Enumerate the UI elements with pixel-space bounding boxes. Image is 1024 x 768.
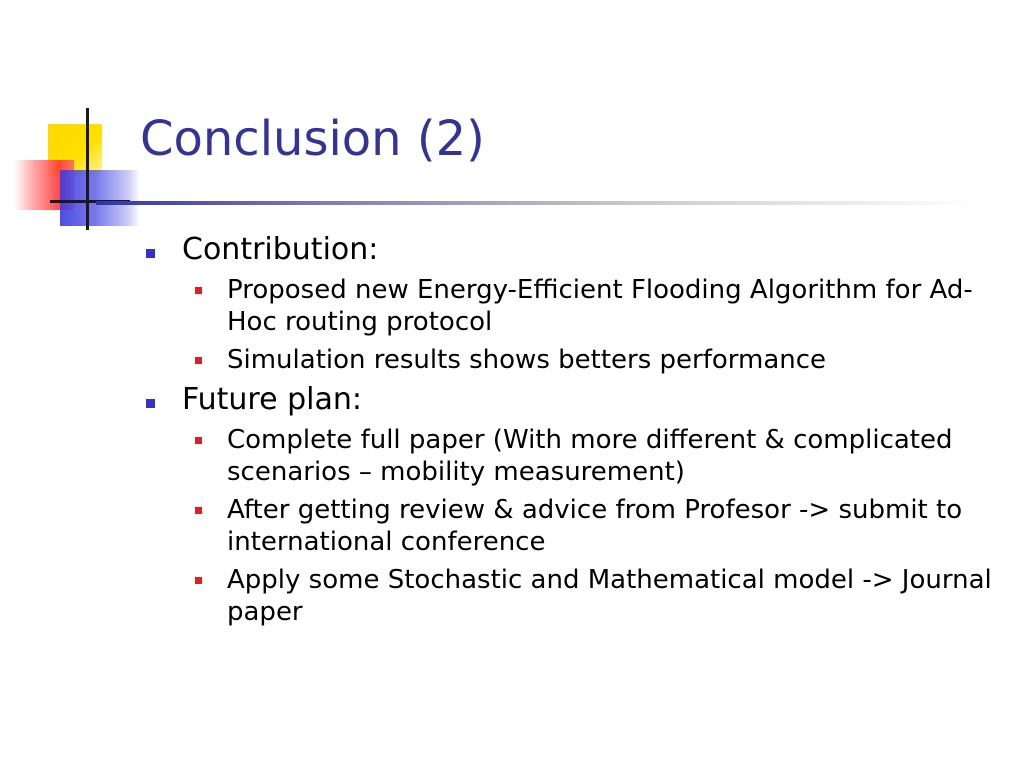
section-heading: Future plan: [182,382,362,417]
list-item-text: After getting review & advice from Profesor -> submit to international conference [227,495,963,557]
square-bullet-icon [195,507,202,514]
square-bullet-icon [195,577,202,584]
list-item-text: Proposed new Energy-Efficient Flooding Algorithm for Ad-Hoc routing protocol [227,275,973,337]
decor-blue-square [60,170,140,226]
title-underline [96,201,976,205]
slide-title: Conclusion (2) [140,111,485,167]
list-item [192,424,1004,488]
square-bullet-icon [195,287,202,294]
list-item-text: Simulation results shows betters performance [227,345,827,375]
square-bullet-icon [195,357,202,364]
list-item [192,274,1004,338]
square-bullet-icon [195,437,202,444]
square-bullet-icon [146,399,155,408]
decor-vertical-line [86,108,89,230]
list-item [192,564,1004,628]
slide-content [146,228,1004,634]
contribution-items [182,274,1004,376]
list-item [192,494,1004,558]
future-plan-items [182,424,1004,628]
list-item [192,344,1004,376]
list-item-text: Apply some Stochastic and Mathematical model -> Journal paper [227,565,992,627]
list-item-text: Complete full paper (With more different & complicated scenarios – mobility measurement) [227,425,953,487]
section-contribution [146,232,1004,376]
section-future-plan [146,382,1004,628]
section-heading: Contribution: [182,232,379,267]
square-bullet-icon [146,249,155,258]
